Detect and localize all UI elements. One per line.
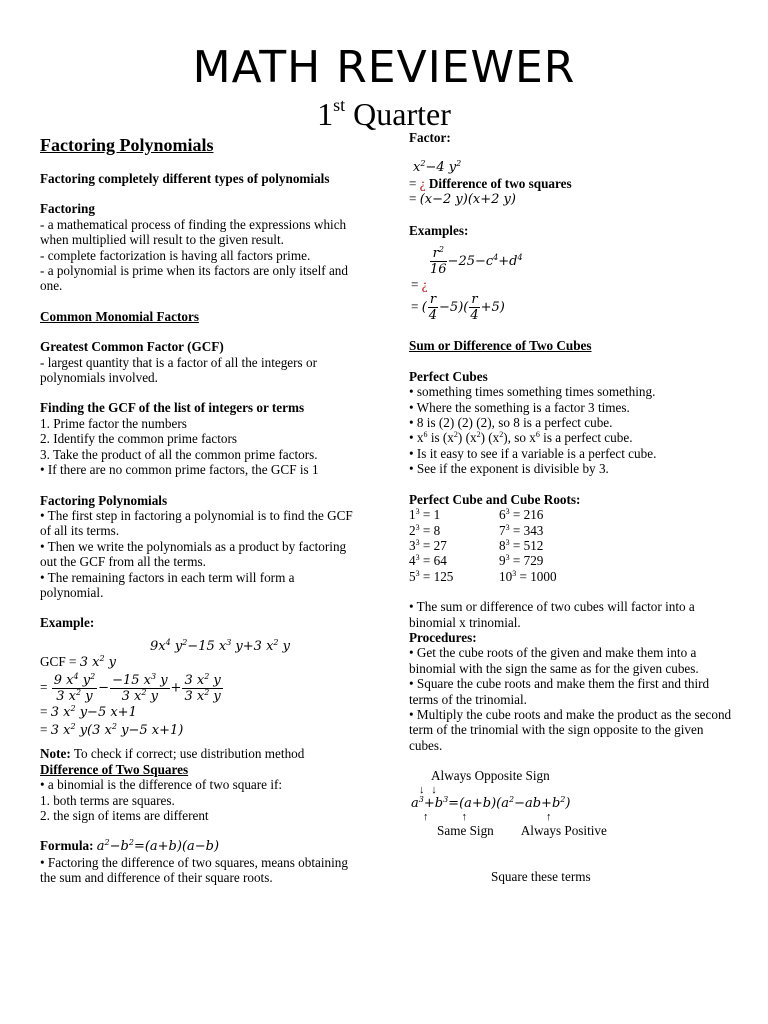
- page-subtitle: 1st Quarter: [317, 95, 451, 132]
- dts-line: • a binomial is the difference of two square if:: [40, 777, 283, 793]
- finding-step: 2. Identify the common prime factors: [40, 431, 238, 447]
- cube-row: [409, 569, 739, 584]
- cube-table: [409, 507, 739, 584]
- procedure: • Square the cube roots and make them the first and third terms of the trinomial.: [409, 676, 710, 707]
- finding-step: • If there are no common prime factors, the GCF is 1: [40, 462, 319, 478]
- cube-cell: $1^3 = 1$: [409, 507, 441, 523]
- perfect-line: • Where the something is a factor 3 times.: [409, 399, 630, 415]
- sum-note: • The sum or difference of two cubes will factor into a binomial x trinomial.: [409, 599, 695, 630]
- finding-step: 1. Prime factor the numbers: [40, 415, 187, 431]
- cube-cell: $4^3 = 64$: [409, 553, 447, 569]
- dts-title: Difference of Two Squares: [40, 761, 189, 777]
- factoring-line: - a mathematical process of finding the expressions which when multiplied will result to the given result.: [40, 216, 347, 248]
- roots-title: Perfect Cube and Cube Roots:: [409, 491, 581, 507]
- cube-cell: $9^3 = 729$: [499, 553, 544, 569]
- factor-dts-line: = ¿ Difference of two squares: [409, 175, 572, 191]
- procedures-title: Procedures:: [409, 629, 477, 645]
- gcf-title: Greatest Common Factor (GCF): [40, 339, 224, 355]
- division-line: = $\frac{9 x^4 y^2}{3 x^2 y}$ − $\frac{-15 x^3 y}{3 x^2 y}$ + $\frac{3 x^2 y}{3 x^2 y}$: [40, 671, 221, 704]
- perfect-cubes-title: Perfect Cubes: [409, 368, 488, 384]
- example-title: Example:: [40, 615, 95, 631]
- dts-line: 2. the sign of items are different: [40, 808, 209, 823]
- dts-line: 1. both terms are squares.: [40, 792, 175, 808]
- gcf-definition: - largest quantity that is a factor of all the integers or polynomials involved.: [40, 354, 317, 386]
- cube-cell: $5^3 = 125$: [409, 568, 454, 584]
- right-column: [409, 130, 739, 885]
- examples-step: = ¿: [411, 277, 428, 293]
- cubes-title: Sum or Difference of Two Cubes: [409, 338, 592, 354]
- formula-line: Formula: $a^2-b^2=(a+b)(a-b)$: [40, 838, 220, 855]
- factoring-line: - complete factorization is having all factors prime.: [40, 247, 311, 263]
- cube-cell: $3^3 = 27$: [409, 537, 447, 553]
- sign-labels: [409, 823, 739, 838]
- procedure: • Get the cube roots of the given and make them into a binomial with the sign the same as for the given cubes.: [409, 645, 699, 676]
- factoring-title: Factoring: [40, 201, 95, 217]
- note: Note: To check if correct; use distribution method: [40, 746, 305, 762]
- perfect-line: • Is it easy to see if a variable is a perfect cube.: [409, 445, 657, 461]
- gcf-line: GCF = 3 $x^2$ y: [40, 654, 117, 671]
- perfect-line-x6: • $x^6$ is $(x^2)$ $(x^2)$ $(x^2)$, so $x^6$ is a perfect cube.: [409, 430, 633, 446]
- perfect-line: • 8 is (2) (2) (2), so 8 is a perfect cube.: [409, 415, 613, 431]
- factored-line: = 3 $x^2$ y(3 $x^2$ y−5 x+1): [40, 721, 184, 738]
- cube-cell: $2^3 = 8$: [409, 522, 441, 538]
- example-expression: $9x^4$ $y^2-15$ $x^3$ y+3 $x^2$ y: [150, 637, 290, 654]
- examples-title: Examples:: [409, 222, 469, 238]
- perfect-line: • See if the exponent is divisible by 3.: [409, 461, 609, 477]
- perfect-line: • something times something times something.: [409, 384, 656, 400]
- same-sign-label: Same Sign: [437, 823, 494, 838]
- fp-point: • Then we write the polynomials as a product by factoring out the GCF from all the terms.: [40, 538, 347, 570]
- always-opposite-label: Always Opposite Sign: [431, 768, 550, 784]
- factor-result: = (x−2 y)(x+2 y): [409, 191, 516, 208]
- factor-title: Factor:: [409, 130, 451, 145]
- fp-point: • The remaining factors in each term will form a polynomial.: [40, 569, 295, 600]
- result-line: = 3 $x^2$ y−5 x+1: [40, 703, 137, 720]
- cube-cell: $10^3 = 1000$: [499, 568, 557, 584]
- cube-cell: $6^3 = 216$: [499, 507, 544, 523]
- fp-title: Factoring Polynomials: [40, 492, 168, 508]
- left-column: [40, 130, 360, 886]
- cmf-title: Common Monomial Factors: [40, 308, 199, 324]
- cube-row: [409, 538, 739, 553]
- cube-row: [409, 553, 739, 568]
- page-title: MATH REVIEWER: [192, 42, 576, 93]
- fp-point: • The first step in factoring a polynomial is to find the GCF of all its terms.: [40, 507, 353, 539]
- procedure: • Multiply the cube roots and make the product as the second term of the trinomial with the sign opposite to the given cubes.: [409, 706, 732, 753]
- cube-row: [409, 507, 739, 522]
- down-arrows: ↓ ↓: [419, 783, 439, 796]
- square-terms-label: Square these terms: [491, 869, 591, 885]
- finding-gcf-title: Finding the GCF of the list of integers or terms: [40, 400, 305, 416]
- intro-text: Factoring completely different types of polynomials: [40, 171, 330, 186]
- up-arrows: ↑ ↑ ↑: [423, 811, 552, 823]
- cube-formula: $a^3+b^3=(a+b)(a^2-ab+b^2)$: [411, 794, 571, 811]
- factor-expression: $x^2-4$ $y^2$: [413, 159, 462, 176]
- cube-row: [409, 523, 739, 538]
- factoring-line: - a polynomial is prime when its factors are only itself and one.: [40, 263, 348, 294]
- formula-note: • Factoring the difference of two squares, means obtaining the sum and difference of their square roots.: [40, 854, 348, 886]
- examples-expression: $\frac{r^2}{16}$ $-25-c^4+d^4$: [430, 245, 523, 278]
- section-heading: Factoring Polynomials: [40, 135, 214, 155]
- always-positive-label: Always Positive: [520, 823, 607, 838]
- finding-step: 3. Take the product of all the common prime factors.: [40, 446, 318, 462]
- cube-cell: $7^3 = 343$: [499, 522, 544, 538]
- examples-result: = ( $\frac{r}{4}$ −5)( $\frac{r}{4}$ +5): [411, 292, 505, 324]
- cube-cell: $8^3 = 512$: [499, 537, 544, 553]
